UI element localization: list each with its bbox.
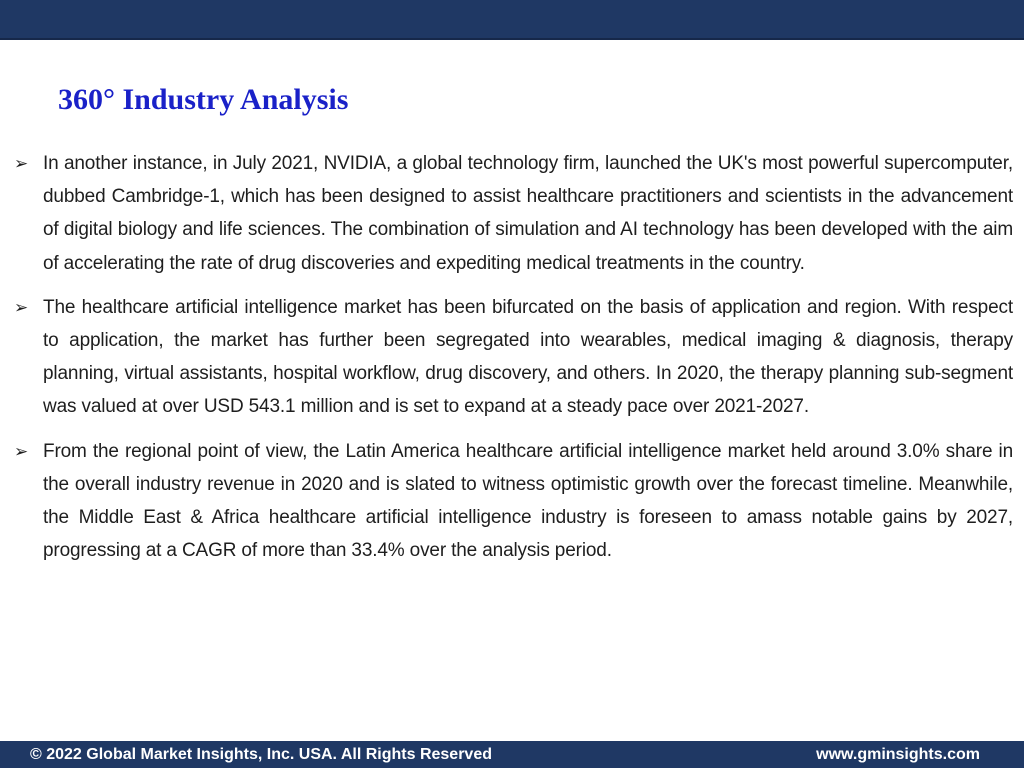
arrowhead-bullet-icon: ➢ <box>14 297 29 318</box>
arrowhead-bullet-icon: ➢ <box>14 441 29 462</box>
arrowhead-bullet-icon: ➢ <box>14 154 29 174</box>
footer-copyright: © 2022 Global Market Insights, Inc. USA. All Rights Reserved <box>30 746 492 763</box>
bullet-list <box>14 147 1013 578</box>
footer-bar <box>0 741 1024 768</box>
bullet-item <box>14 147 1013 280</box>
bullet-text: From the regional point of view, the Latin America healthcare artificial intelligence market held around 3.0% share in the overall industry revenue in 2020 and is slated to witness optimistic growth over the forecast timeline. Meanwhile, the Middle East & Africa healthcare artificial intelligence industry is foreseen to amass notable gains by 2027, progressing at a CAGR of more than 33.4% over the analysis period. <box>43 440 1013 562</box>
footer-website-link[interactable]: www.gminsights.com <box>816 746 980 763</box>
slide-title: 360° Industry Analysis <box>58 83 349 116</box>
bullet-text: The healthcare artificial intelligence market has been bifurcated on the basis of application and region. With respect to application, the market has further been segregated into wearables, medical imaging & diagnosis, therapy planning, virtual assistants, hospital workflow, drug discovery, and others. In 2020, the therapy planning sub-segment was valued at over USD 543.1 million and is set to expand at a steady pace over 2021-2027. <box>43 296 1013 418</box>
header-band <box>0 0 1024 40</box>
bullet-item <box>14 291 1013 424</box>
bullet-text: In another instance, in July 2021, NVIDIA, a global technology firm, launched the UK's most powerful supercomputer, dubbed Cambridge-1, which has been designed to assist healthcare practitioners and scientists in the advancement of digital biology and life sciences. The combination of simulation and AI technology has been developed with the aim of accelerating the rate of drug discoveries and expediting medical treatments in the country. <box>43 153 1013 274</box>
bullet-item <box>14 435 1013 568</box>
